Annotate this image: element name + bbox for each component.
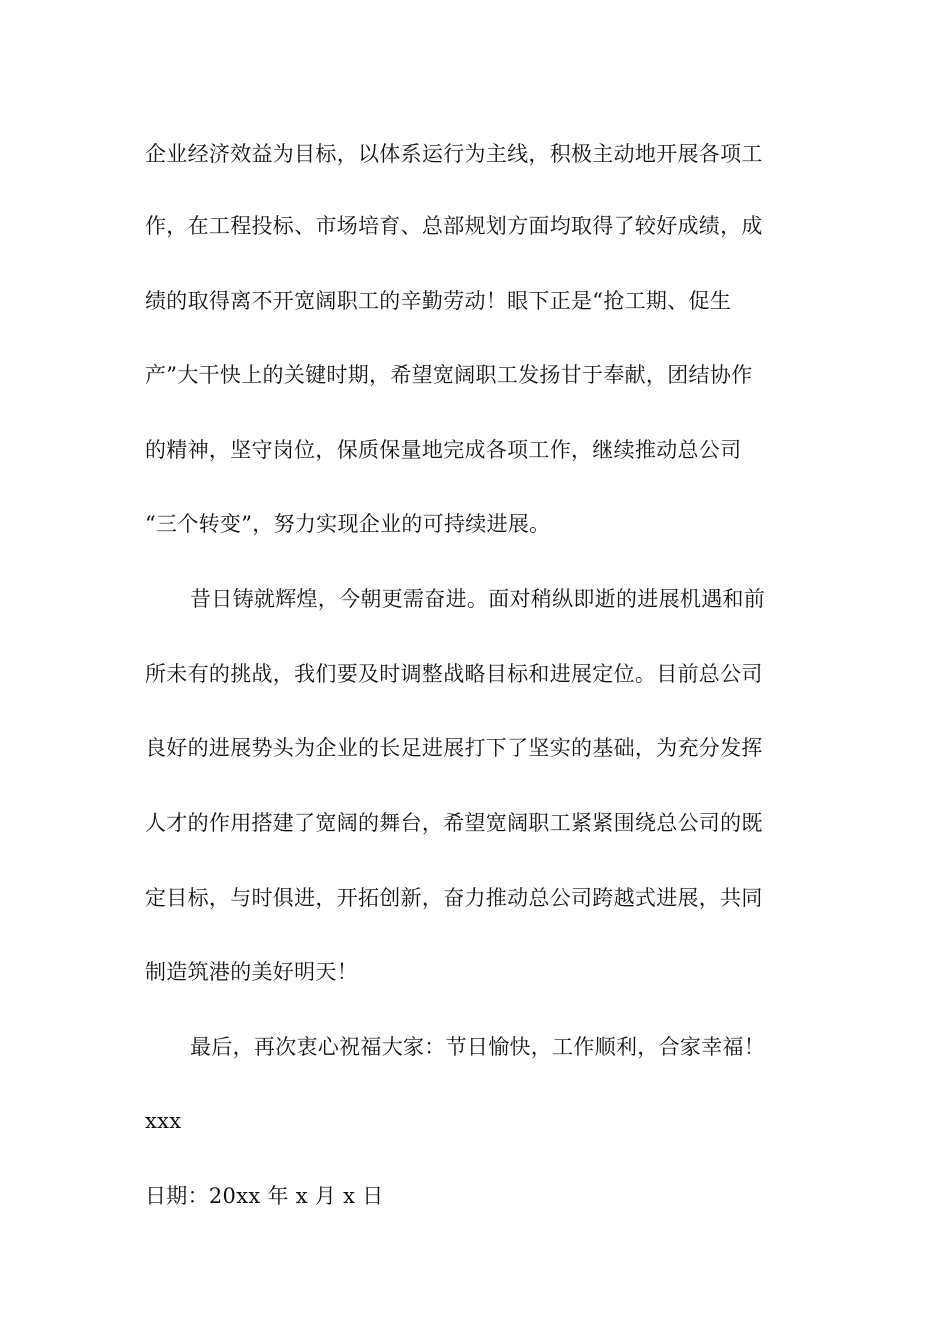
date-line: 日期：20xx 年 x 月 x 日 bbox=[145, 1184, 384, 1208]
paragraph-1-line-4: 产”大干快上的关键时期，希望宽阔职工发扬甘于奉献，团结协作 bbox=[145, 363, 753, 387]
paragraph-2-line-3: 良好的进展势头为企业的长足进展打下了坚实的基础，为充分发挥 bbox=[145, 736, 763, 760]
paragraph-2-line-2: 所未有的挑战，我们要及时调整战略目标和进展定位。目前总公司 bbox=[145, 662, 763, 686]
signature: xxx bbox=[145, 1109, 182, 1133]
paragraph-2-line-4: 人才的作用搭建了宽阔的舞台，希望宽阔职工紧紧围绕总公司的既 bbox=[145, 811, 763, 835]
paragraph-2-line-1: 昔日铸就辉煌，今朝更需奋进。面对稍纵即逝的进展机遇和前 bbox=[190, 587, 766, 611]
paragraph-1-line-1: 企业经济效益为目标，以体系运行为主线，积极主动地开展各项工 bbox=[145, 142, 763, 166]
closing-greeting: 最后，再次衷心祝福大家：节日愉快，工作顺利，合家幸福！ bbox=[190, 1035, 766, 1059]
paragraph-1-line-3: 绩的取得离不开宽阔职工的辛勤劳动！眼下正是“抢工期、促生 bbox=[145, 289, 732, 313]
paragraph-1-line-5: 的精神，坚守岗位，保质保量地完成各项工作，继续推动总公司 bbox=[145, 438, 742, 462]
paragraph-2-line-5: 定目标，与时俱进，开拓创新，奋力推动总公司跨越式进展，共同 bbox=[145, 886, 763, 910]
paragraph-1-line-2: 作，在工程投标、市场培育、总部规划方面均取得了较好成绩，成 bbox=[145, 214, 763, 238]
paragraph-1-line-6: “三个转变”，努力实现企业的可持续进展。 bbox=[145, 512, 551, 536]
paragraph-2-line-6: 制造筑港的美好明天！ bbox=[145, 960, 358, 984]
